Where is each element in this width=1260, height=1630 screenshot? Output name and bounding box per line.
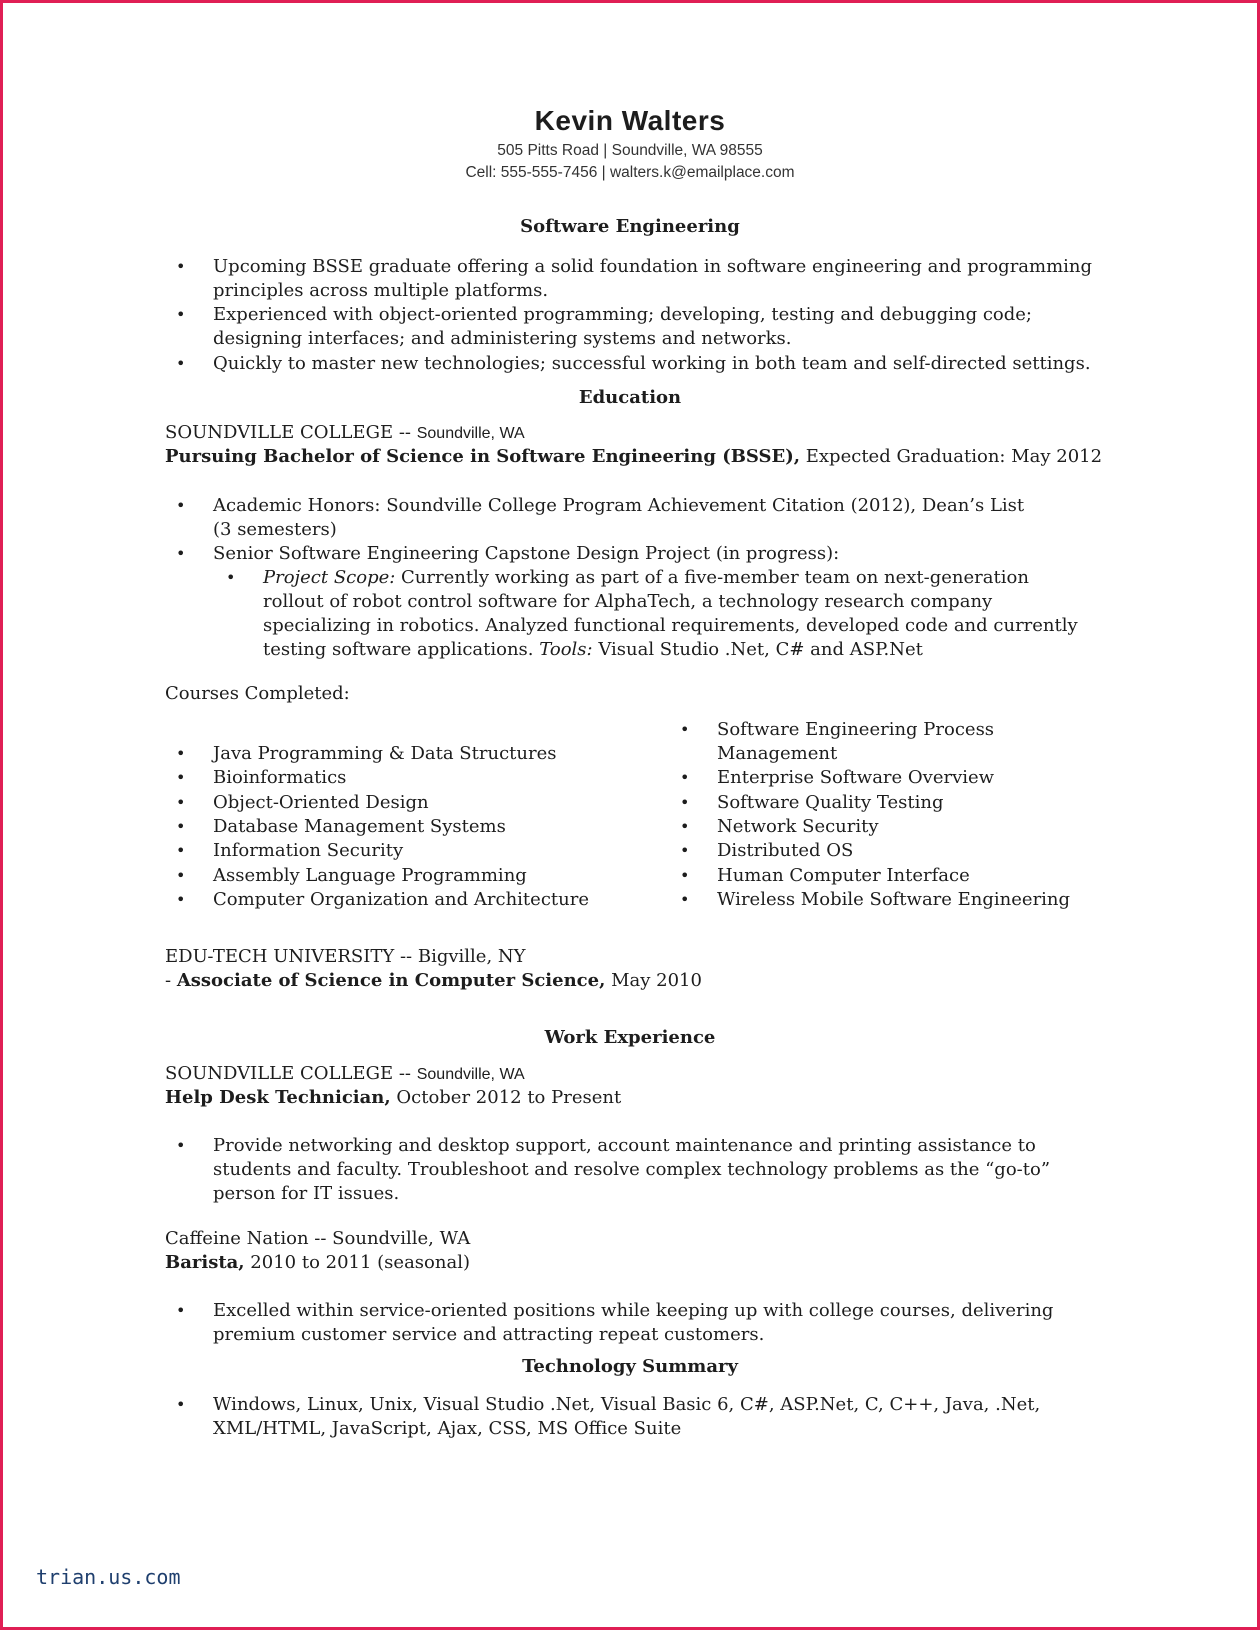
honors-item: • Academic Honors: Soundville College Program Achievement Citation (2012), Dean’s List (3 semesters): [213, 494, 1024, 542]
job-2-title: Barista, 2010 to 2011 (seasonal): [165, 1252, 470, 1273]
course-item: • Object-Oriented Design: [213, 791, 429, 815]
summary-heading: Software Engineering: [520, 216, 740, 237]
summary-item: • Quickly to master new technologies; successful working in both team and self-directed settings.: [213, 352, 1091, 376]
job-2-desc: • Excelled within service-oriented positions while keeping up with college courses, delivering premium customer service and attracting repeat customers.: [213, 1299, 1053, 1347]
school-2-degree: - Associate of Science in Computer Science, May 2010: [165, 970, 702, 991]
tech-heading: Technology Summary: [522, 1356, 738, 1377]
course-item: • Information Security: [213, 839, 403, 863]
job-1-desc: • Provide networking and desktop support, account maintenance and printing assistance to students and faculty. Troubleshoot and resolve complex technology problems as the “go-to” person for IT issues.: [213, 1134, 1050, 1206]
summary-item: • Experienced with object-oriented programming; developing, testing and debugging code; designing interfaces; and administering systems and networks.: [213, 303, 1032, 351]
job-1-title: Help Desk Technician, October 2012 to Present: [165, 1087, 622, 1108]
contact-line: Cell: 555-555-7456 | walters.k@emailplace.com: [465, 164, 795, 181]
school-2-name: EDU-TECH UNIVERSITY -- Bigville, NY: [165, 946, 526, 967]
course-item: • Distributed OS: [717, 839, 853, 863]
work-heading: Work Experience: [544, 1027, 716, 1048]
course-item: • Wireless Mobile Software Engineering: [717, 888, 1070, 912]
address-line: 505 Pitts Road | Soundville, WA 98555: [497, 142, 763, 159]
school-1-degree: Pursuing Bachelor of Science in Software Engineering (BSSE), Expected Graduation: May 2012: [165, 446, 1103, 467]
course-item: • Bioinformatics: [213, 766, 346, 790]
course-item: • Java Programming & Data Structures: [213, 742, 556, 766]
watermark: trian.us.com: [36, 1565, 181, 1589]
course-item: • Software Quality Testing: [717, 791, 944, 815]
course-item: • Computer Organization and Architecture: [213, 888, 589, 912]
job-1-org: SOUNDVILLE COLLEGE -- Soundville, WA: [165, 1063, 525, 1084]
tech-item: • Windows, Linux, Unix, Visual Studio .Net, Visual Basic 6, C#, ASP.Net, C, C++, Java, .Net, XML/HTML, JavaScript, Ajax, CSS, MS Office Suite: [213, 1393, 1040, 1441]
project-scope-item: • Project Scope: Currently working as part of a five-member team on next-generation rollout of robot control software for AlphaTech, a technology research company specializing in robotics. Analyzed functional requirements, developed code and currently testing software applications. Tools: Visual Studio .Net, C# and ASP.Net: [263, 566, 1078, 662]
courses-heading: Courses Completed:: [165, 683, 350, 704]
education-heading: Education: [578, 387, 682, 408]
course-item: • Network Security: [717, 815, 879, 839]
candidate-name: Kevin Walters: [534, 105, 726, 136]
summary-item: • Upcoming BSSE graduate offering a solid foundation in software engineering and programming principles across multiple platforms.: [213, 255, 1092, 303]
school-1-name: SOUNDVILLE COLLEGE -- Soundville, WA: [165, 422, 525, 443]
capstone-item: • Senior Software Engineering Capstone Design Project (in progress):: [213, 542, 839, 566]
course-item: • Enterprise Software Overview: [717, 766, 994, 790]
course-item: • Human Computer Interface: [717, 864, 970, 888]
course-item: • Software Engineering Process Management: [717, 718, 994, 766]
job-2-org: Caffeine Nation -- Soundville, WA: [165, 1228, 471, 1249]
course-item: • Database Management Systems: [213, 815, 506, 839]
course-item: • Assembly Language Programming: [213, 864, 527, 888]
